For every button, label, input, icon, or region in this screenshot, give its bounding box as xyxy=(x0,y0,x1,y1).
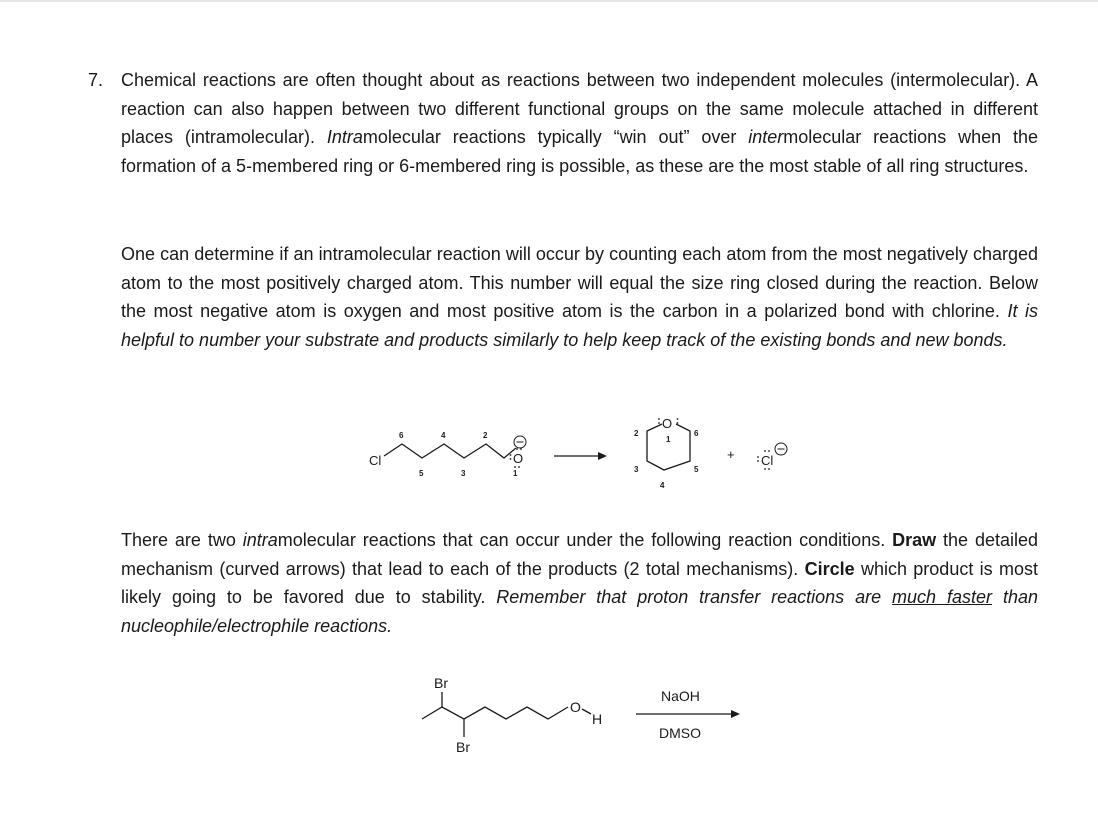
hydrogen-label: H xyxy=(592,711,603,727)
product-num-2: 2 xyxy=(634,429,639,438)
product-num-1: 1 xyxy=(666,435,671,444)
plus-sign: + xyxy=(727,447,735,462)
solvent-dmso: DMSO xyxy=(659,725,701,741)
p1-text-c: molecular reactions typically “win out” over xyxy=(362,127,749,147)
reactant-o-label: O xyxy=(513,451,524,466)
p3-text-g: which product is most likely going to be favored due to stability. xyxy=(121,558,1038,607)
question-number: 7. xyxy=(88,70,104,90)
p1-text-a: Chemical reactions are often thought about as reactions between two independent molecules (intermolecular). A reaction can also happen between two different functional groups on the same molecule attached in different places (intramolecular). xyxy=(121,70,1038,147)
p3-text-a: There are two xyxy=(121,530,243,550)
product-num-3: 3 xyxy=(634,465,639,474)
p3-text-j: than nucleophile/electrophile reactions. xyxy=(121,587,1038,636)
product-num-5: 5 xyxy=(694,465,699,474)
p3-text-draw: Draw xyxy=(892,530,937,550)
bromine-bottom-label: Br xyxy=(456,739,470,755)
reactant-num-2: 2 xyxy=(483,431,488,440)
p1-text-inter: inter xyxy=(748,127,784,147)
product-num-6: 6 xyxy=(694,429,699,438)
p1-text-intra: Intra xyxy=(326,127,363,147)
reactant-cl-label: Cl xyxy=(369,453,382,468)
p3-text-e: the detailed mechanism (curved arrows) that lead to each of the products (2 total mechanisms). xyxy=(121,530,1039,579)
product-o-label: O xyxy=(662,416,673,431)
p3-text-c: molecular reactions that can occur under the following reaction conditions. xyxy=(277,530,893,550)
p3-text-much-faster: much faster xyxy=(892,587,993,607)
p3-text-circle: Circle xyxy=(804,558,855,579)
p2-text-tip: It is helpful to number your substrate and products similarly to help keep track of the existing bonds and new bonds. xyxy=(121,301,1038,350)
p2-text-a: One can determine if an intramolecular reaction will occur by counting each atom from the most negatively charged atom to the most positively charged atom. This number will equal the size ring closed during the reaction. Below the most negative atom is oxygen and most positive atom is the carbon in a polarized bond with chlorine. xyxy=(121,244,1038,321)
substrate-skeleton xyxy=(422,692,591,737)
reactant-num-6: 6 xyxy=(399,431,404,440)
p3-text-remember: Remember that proton transfer reactions are xyxy=(496,587,893,607)
oxygen-label: O xyxy=(570,699,581,715)
reactant-num-1: 1 xyxy=(513,469,518,478)
reactant-num-3: 3 xyxy=(461,469,466,478)
reaction-arrow-2 xyxy=(636,710,740,718)
chloride-label: Cl xyxy=(761,453,774,468)
reagent-naoh: NaOH xyxy=(661,688,700,704)
reactant-num-5: 5 xyxy=(419,469,424,478)
bromine-top-label: Br xyxy=(434,675,448,691)
reactant-num-4: 4 xyxy=(441,431,446,440)
p1-text-e: molecular reactions when the formation of a 5-membered ring or 6-membered ring is possible, as these are the most stable of all ring structures. xyxy=(121,127,1038,176)
p3-text-intra: intra xyxy=(242,530,278,550)
product-num-4: 4 xyxy=(660,481,665,490)
